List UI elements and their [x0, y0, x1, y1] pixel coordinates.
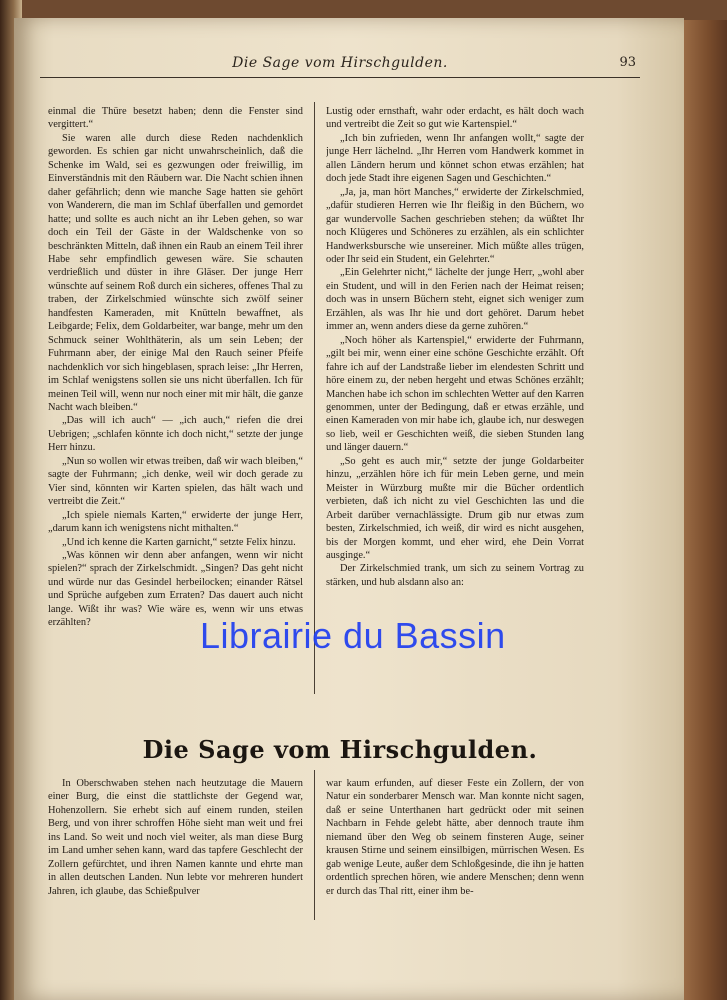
paragraph: Der Zirkelschmied trank, um sich zu seinem Vortrag zu stärken, und hub alsdann also an: [326, 563, 584, 588]
paragraph: In Oberschwaben stehen nach heutzutage die Mauern einer Burg, die einst die stattlichste der Gegend war, Hohenzollern. Sie erhebt sich auf einem runden, steilen Berg, und von ihrer schroffen Höhe sieht man weit und frei ins Land. So weit und noch viel weiter, als man diese Burg im Land umher sehen kann, ward das tapfere Geschlecht der Zollern gefürchtet, und ihren Namen kannte und ehrte man in allen deutschen Landen. Nun lebte vor mehreren hundert Jahren, ich glaube, das Schießpulver [48, 778, 303, 897]
paragraph: „Ich bin zufrieden, wenn Ihr anfangen wollt,“ sagte der junge Herr lächelnd. „Ihr Herren vom Handwerk kommet in allen Ländern herum und könnet schon etwas erzählen; hat doch jede Stadt ihre eigenen Sagen und Geschichten.“ [326, 132, 584, 185]
column-right-top [326, 105, 584, 695]
book-cover-edge [679, 20, 727, 1000]
paragraph: „Ich spiele niemals Karten,“ erwiderte der junge Herr, „darum kann ich wenigstens nicht mithalten.“ [48, 509, 303, 535]
watermark-text: Librairie du Bassin [200, 615, 506, 656]
column-divider-bottom [314, 770, 315, 920]
page-header [40, 55, 640, 78]
paragraph: Lustig oder ernsthaft, wahr oder erdacht, es hält doch wach und vertreibt die Zeit so gut wie Kartenspiel.“ [326, 106, 584, 131]
paragraph: Sie waren alle durch diese Reden nachdenklich geworden. Es schien gar nicht unwahrscheinlich, daß die Schenke im Wald, sei es gezwungen oder freiwillig, im Einverständnis mit den Räubern war. Die Nacht schien ihnen daher gefährlich; denn wie manche Sage hatten sie gehört von Wanderern, die man im Schlaf überfallen und gemordet hatte; und sollte es auch nicht an ihr Leben gehen, so war doch ein Teil der Gäste in der Waldschenke von so beschränkten Mitteln, daß ihnen ein Raub an einem Teil ihrer Habe sehr empfindlich gewesen wäre. Sie schauten verdrießlich und düster in ihre Gläser. Der junge Herr wünschte auf seinem Roß durch ein sicheres, offenes Thal zu traben, der Zirkelschmied wünschte sich zwölf seiner handfesten Kameraden, mit Knütteln bewaffnet, als Leibgarde; Felix, dem Goldarbeiter, war bange, mehr um den Schmuck seiner Wohlthäterin, als um sein Leben; der Fuhrmann aber, der einige Mal den Rauch seiner Pfeife nachdenklich vor sich hingeblasen, sprach leise: „Ihr Herren, im Schlaf wenigstens sollen sie uns nicht überfallen. Ich für meinen Teil will, wenn nur noch einer mit mir hält, die ganze Nacht wach bleiben.“ [48, 132, 303, 413]
paragraph: „So geht es auch mir,“ setzte der junge Goldarbeiter hinzu, „erzählen höre ich für mein Leben gerne, und mein Meister in Würzburg mußte mir die Bücher ordentlich verbieten, daß ich nicht zu viel Geschichten las und die Arbeit darüber vernachlässigte. Drum gib nur etwas zum besten, Zirkelschmied, ich weiß, dir wird es nicht ausgehen, bis der Morgen kommt, und eher wird, ehe Dein Vorrat ausginge.“ [326, 455, 584, 561]
paragraph: „Und ich kenne die Karten garnicht,“ setzte Felix hinzu. [62, 536, 296, 548]
paragraph: „Ja, ja, man hört Manches,“ erwiderte der Zirkelschmied, „dafür studieren Herren wie Ihr fleißig in den Büchern, wo gar wundervolle Sachen geschrieben stehen; da wüßtet Ihr noch Klügeres und Schöneres zu erzählen, als ein schlichter Handwerksbursche wie unsereiner. Mich müßte alles trügen, oder Ihr seid ein Student, ein Gelehrter.“ [326, 186, 584, 265]
column-right-bottom [326, 777, 584, 917]
paragraph: „Was können wir denn aber anfangen, wenn wir nicht spielen?“ sprach der Zirkelschmidt. „Singen? Das geht nicht und würde nur das Gesindel herbeilocken; einander Rätsel und Sprüche aufgeben zum Erraten? Das dauert auch nicht lange. Wißt ihr was? Wie wäre es, wenn wir uns etwas erzählten? [48, 549, 303, 629]
paragraph: war kaum erfunden, auf dieser Feste ein Zollern, der von Natur ein sonderbarer Mensch war. Man konnte nicht sagen, daß er seine Unterthanen hart gedrückt oder mit seinen Nachbarn in Fehde gelebt hätte, aber dennoch traute ihm niemand über den Weg ob seinem finsteren Auge, seiner krausen Stirne und seinem einsilbigen, mürrischen Wesen. Es gab wenige Leute, außer dem Schloßgesinde, die ihn je hatten ordentlich sprechen hören, wie andere Menschen; denn wenn er durch das Thal ritt, einer ihm be- [326, 778, 584, 897]
paragraph: „Nun so wollen wir etwas treiben, daß wir wach bleiben,“ sagte der Fuhrmann; „ich denke, weil wir doch gerade zu Vier sind, könnten wir Karten spielen, das hält wach und vertreibt die Zeit.“ [48, 455, 303, 508]
paragraph: „Ein Gelehrter nicht,“ lächelte der junge Herr, „wohl aber ein Student, und will in den Ferien nach der Heimat reisen; doch was in unsern Büchern steht, eignet sich weniger zum Erzählen, als was Ihr hie und dort gehöret. Darum hebet immer an, wenn anders diese da gerne zuhören.“ [326, 267, 584, 333]
running-head: Die Sage vom Hirschgulden. [232, 55, 448, 71]
paragraph: „Das will ich auch“ — „ich auch,“ riefen die drei Uebrigen; „schlafen könnte ich doch nicht,“ setzte der junge Herr hinzu. [48, 415, 303, 454]
page-number: 93 [619, 55, 636, 70]
article-title: Die Sage vom Hirschgulden. [142, 735, 538, 764]
column-left-bottom [48, 777, 303, 917]
column-divider [314, 102, 315, 694]
paragraph: einmal die Thüre besetzt haben; denn die Fenster sind vergittert.“ [48, 106, 303, 131]
column-left-top [48, 105, 303, 695]
paragraph: „Noch höher als Kartenspiel,“ erwiderte der Fuhrmann, „gilt bei mir, wenn einer eine schöne Geschichte erzählt. Oft fahre ich auf der Landstraße lieber im elendesten Schritt und höre einem zu, der neben hergeht und etwas Schönes erzählt; Manchen habe ich schon im schlechten Wetter auf den Karren genommen, unter der Bedingung, daß er etwas erzähle, und einen Kameraden von mir habe ich, glaube ich, nur deswegen so lieb, weil er Geschichten weiß, die sieben Stunden lang und länger dauern.“ [326, 334, 584, 454]
